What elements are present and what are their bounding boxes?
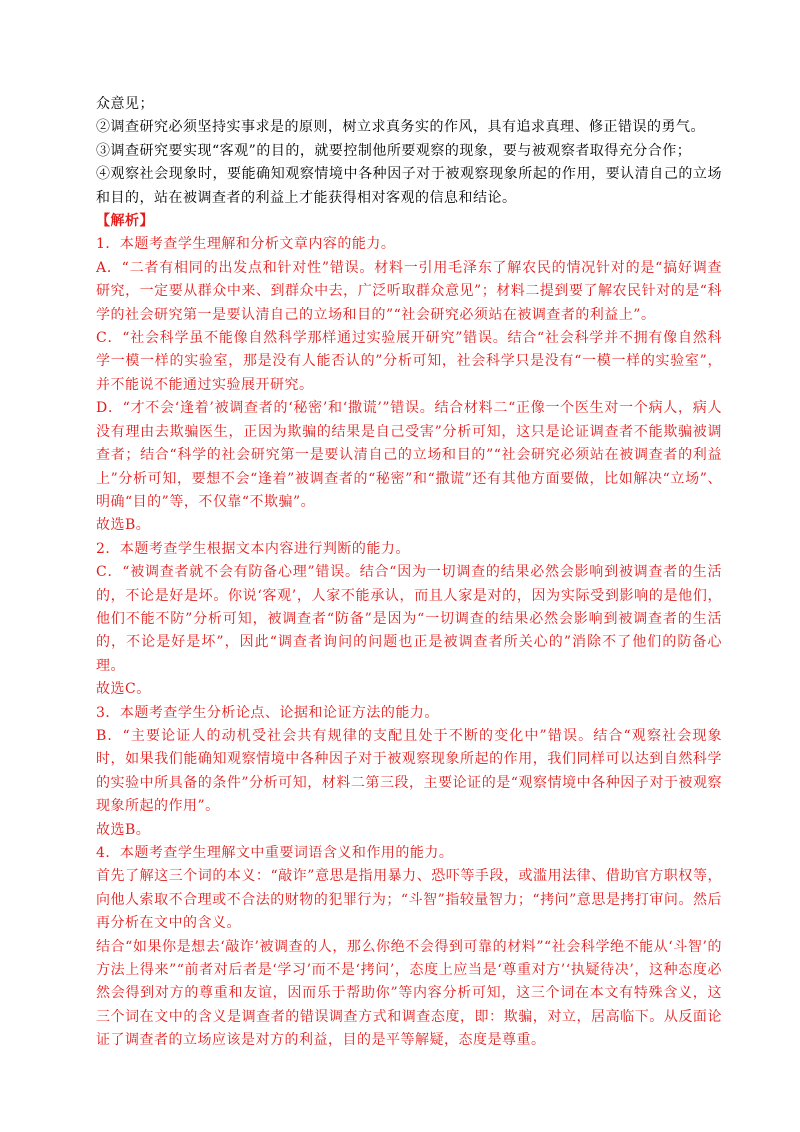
analysis-paragraph: C．“社会科学虽不能像自然科学那样通过实验展开研究”错误。结合“社会科学并不拥有像自然科学一模一样的实验室，那是没有人能否认的”分析可知，社会科学只是没有“一模一样的实验室”，并不能说不能通过实验展开研究。	[96, 330, 722, 393]
analysis-answer: 故选B。	[96, 517, 151, 534]
analysis-paragraph: 首先了解这三个词的本义：“敲诈”意思是指用暴力、恐吓等手段，或滥用法律、借助官方职权等，向他人索取不合理或不合法的财物的犯罪行为；“斗智”指较量智力；“拷问”意思是拷打审问。然后再分析在文中的含义。	[96, 868, 722, 932]
analysis-heading: 【解析】	[96, 213, 154, 230]
analysis-paragraph: B．“主要论证人的动机受社会共有规律的支配且处于不断的变化中”错误。结合“观察社会现象时，如果我们能确知观察情境中各种因子对于被观察现象所起的作用，我们同样可以达到自然科学的实验中所具备的条件”分析可知，材料二第三段，主要论证的是“观察情境中各种因子对于被观察现象所起的作用”。	[96, 727, 722, 815]
analysis-paragraph: 3．本题考查学生分析论点、论据和论证方法的能力。	[96, 704, 439, 721]
question-line: ④观察社会现象时，要能确知观察情境中各种因子对于被观察现象所起的作用，要认清自己的立场和目的，站在被调查者的利益上才能获得相对客观的信息和结论。	[96, 166, 722, 206]
analysis-paragraph: A．“二者有相同的出发点和针对性”错误。材料一引用毛泽东了解农民的情况针对的是“搞好调查研究，一定要从群众中来、到群众中去，广泛听取群众意见”；材料二提到要了解农民针对的是“科学的社会研究第一是要认清自己的立场和目的”“社会研究必须站在被调查者的利益上”。	[96, 259, 722, 323]
analysis-paragraph: 结合“如果你是想去‘敲诈’被调查的人，那么你绝不会得到可靠的材料”“社会科学绝不能从‘斗智’的方法上得来”“前者对后者是‘学习’而不是‘拷问’，态度上应当是‘尊重对方’‘执疑待决’，这种态度必然会得到对方的尊重和友谊，因而乐于帮助你”等内容分析可知，这三个词在本文有特殊含义，这三个词在文中的含义是调查者的错误调查方式和调查态度，即：欺骗，对立，居高临下。从反面论证了调查者的立场应该是对方的利益，目的是平等解疑，态度是尊重。	[96, 938, 722, 1049]
question-line: 众意见；	[96, 96, 154, 112]
document-page	[96, 93, 722, 1053]
analysis-paragraph: C．“被调查者就不会有防备心理”错误。结合“因为一切调查的结果必然会影响到被调查者的生活的，不论是好是坏。你说‘客观’，人家不能承认，而且人家是对的，因为实际受到影响的是他们，他们不能不防”分析可知，被调查者“防备”是因为“一切调查的结果必然会影响到被调查者的生活的，不论是好是坏”，因此“调查者询问的问题也正是被调查者所关心的”消除不了他们的防备心理。	[96, 564, 722, 674]
question-line: ③调查研究要实现“客观”的目的，就要控制他所要观察的现象，要与被观察者取得充分合作；	[96, 142, 692, 159]
analysis-paragraph: 4．本题考查学生理解文中重要词语含义和作用的能力。	[96, 845, 454, 861]
analysis-paragraph: 1．本题考查学生理解和分析文章内容的能力。	[96, 236, 396, 253]
analysis-paragraph: D．“才不会‘逢着’被调查者的‘秘密’和‘撒谎’”错误。结合材料二“正像一个医生对一个病人，病人没有理由去欺骗医生，正因为欺骗的结果是自己受害”分析可知，这只是论证调查者不能欺骗被调查者；结合“科学的社会研究第一是要认清自己的立场和目的”“社会研究必须站在被调查者的利益上”分析可知，要想不会“逢着”被调查者的“秘密”和“撒谎”还有其他方面要做，比如解决“立场”、明确“目的”等，不仅靠“不欺骗”。	[96, 400, 722, 510]
question-line: ②调查研究必须坚持实事求是的原则，树立求真务实的作风，具有追求真理、修正错误的勇气。	[96, 119, 705, 136]
analysis-answer: 故选C。	[96, 681, 151, 698]
analysis-answer: 故选B。	[96, 821, 151, 838]
analysis-paragraph: 2．本题考查学生根据文本内容进行判断的能力。	[96, 540, 410, 557]
